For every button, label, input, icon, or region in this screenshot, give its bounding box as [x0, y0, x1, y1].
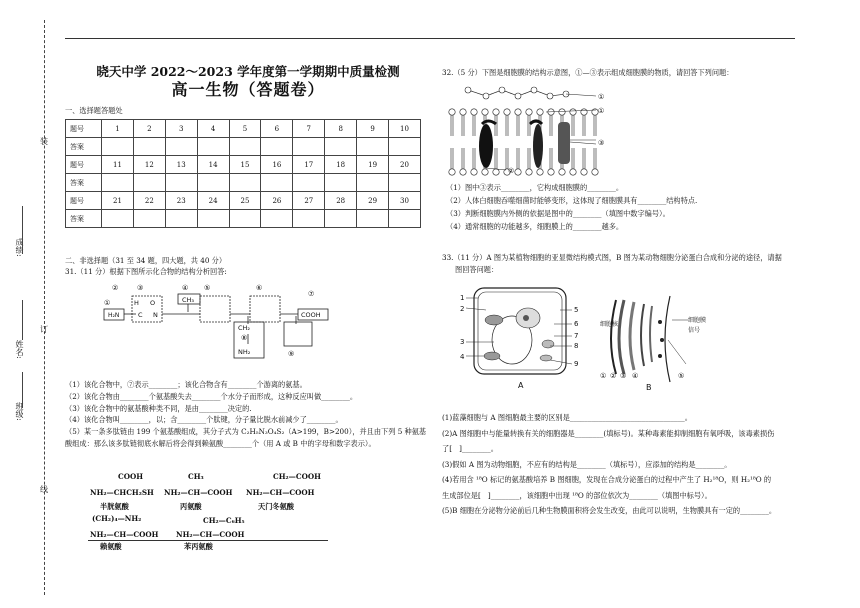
question-number-cell: 24: [197, 192, 229, 210]
answer-cell[interactable]: [261, 210, 293, 228]
answer-cell[interactable]: [165, 174, 197, 192]
q32-question-line[interactable]: （1）图中③表示________，它构成细胞膜的________。: [446, 183, 624, 192]
binding-score-label: 成绩:: [15, 238, 24, 257]
phospholipid-head: [526, 169, 532, 175]
cell-a-num-8: 8: [574, 342, 579, 350]
phospholipid-head: [592, 169, 598, 175]
question-number-cell: 11: [102, 156, 134, 174]
answer-cell[interactable]: [165, 210, 197, 228]
phospholipid-head: [581, 109, 587, 115]
question-number-cell: 6: [261, 120, 293, 138]
atom-o1: O: [150, 299, 156, 307]
question-number-cell: 17: [293, 156, 325, 174]
path-b-3: ③: [620, 372, 627, 380]
cys-main: NH₂—CHCH₂SH: [90, 488, 154, 497]
q33-question-line[interactable]: (1)蓝藻细胞与 A 图细胞最主要的区别是________________________________。: [442, 413, 692, 422]
q33-question-line[interactable]: 生成部位是[ ]________，该细胞中出现 ¹⁸O 的部位依次为________（填图中标号）。: [442, 490, 712, 500]
path-b-1: ①: [600, 372, 607, 380]
answer-cell[interactable]: [102, 210, 134, 228]
phospholipid-head: [493, 109, 499, 115]
answer-table-number-row: [66, 192, 421, 210]
answer-table-number-row: [66, 156, 421, 174]
cell-a-num-1: 1: [460, 294, 465, 302]
cell-membrane-diagram: [446, 82, 616, 178]
q33-stem-line2: 图回答问题：: [455, 265, 499, 274]
answer-cell[interactable]: [293, 138, 325, 156]
row-label-answer: 答案: [66, 210, 102, 228]
answer-cell[interactable]: [102, 174, 134, 192]
q33-question-line[interactable]: (2)A 图细胞中与能量转换有关的细胞器是________(填标号)。某种毒素能抑制细胞有氧呼吸，该毒素损伤: [442, 428, 775, 438]
cell-a-num-2: 2: [460, 305, 465, 313]
label-membrane: 细胞膜: [688, 317, 707, 324]
question-number-cell: 13: [165, 156, 197, 174]
phospholipid-head: [515, 169, 521, 175]
path-b-2: ②: [610, 372, 617, 380]
section2-title: 二、非选择题（31 至 34 题，四大题，共 40 分）: [65, 256, 227, 265]
protein-left: [479, 124, 493, 168]
peptide-structure-diagram: [98, 282, 338, 360]
q33-stem-line1: 33.（11 分）A 图为某植物细胞的亚显微结构模式图，B 图为某动物细胞分泌蛋白合成和分泌的途径，请据: [442, 253, 782, 262]
cell-a-num-9: 9: [574, 360, 579, 368]
score-line: [22, 206, 23, 254]
question-number-cell: 25: [229, 192, 261, 210]
q33-question-line[interactable]: 了[ ]________。: [442, 444, 498, 453]
answer-cell[interactable]: [357, 174, 389, 192]
label-3: ③: [137, 284, 144, 292]
answer-cell[interactable]: [325, 210, 357, 228]
phospholipid-head: [504, 109, 510, 115]
phospholipid-head: [482, 169, 488, 175]
cell-a-num-3: 3: [460, 338, 465, 346]
carboxyl-group: COOH: [301, 311, 321, 319]
answer-cell[interactable]: [293, 174, 325, 192]
atom-h1: H: [134, 299, 139, 307]
answer-table-number-row: [66, 120, 421, 138]
answer-table-answer-row: [66, 138, 421, 156]
lysine-label: 赖氨酸: [100, 542, 122, 551]
path-b-5: ⑤: [678, 372, 685, 380]
answer-cell[interactable]: [133, 138, 165, 156]
question-number-cell: 5: [229, 120, 261, 138]
question-number-cell: 28: [325, 192, 357, 210]
phospholipid-head: [537, 109, 543, 115]
ch2-group: CH₂: [238, 324, 251, 332]
question-number-cell: 16: [261, 156, 293, 174]
phospholipid-head: [482, 109, 488, 115]
cell-a-num-6: 6: [574, 320, 579, 328]
answer-table: [65, 119, 421, 228]
protein-middle: [533, 124, 543, 168]
answer-cell[interactable]: [197, 210, 229, 228]
amino-group: H₂N: [108, 312, 120, 319]
answer-cell[interactable]: [261, 138, 293, 156]
answer-cell[interactable]: [197, 174, 229, 192]
answer-cell[interactable]: [325, 138, 357, 156]
question-number-cell: 4: [197, 120, 229, 138]
asp-side: CH₂—COOH: [273, 472, 321, 481]
question-number-cell: 8: [325, 120, 357, 138]
answer-table-answer-row: [66, 174, 421, 192]
phospholipid-head: [526, 109, 532, 115]
ch3-group: CH₃: [182, 296, 195, 304]
answer-cell[interactable]: [325, 174, 357, 192]
answer-cell[interactable]: [197, 138, 229, 156]
binding-xian: 线: [40, 485, 48, 494]
question-number-cell: 9: [357, 120, 389, 138]
exam-subtitle: 高一生物（答题卷）: [171, 80, 325, 99]
alanine-label: 丙氨酸: [180, 502, 202, 511]
cell-a-num-7: 7: [574, 332, 579, 340]
phospholipid-head: [449, 169, 455, 175]
question-number-cell: 20: [389, 156, 421, 174]
question-number-cell: 2: [133, 120, 165, 138]
section1-title: 一、选择题答题处: [65, 106, 123, 115]
question-number-cell: 3: [165, 120, 197, 138]
aspartic-label: 天门冬氨酸: [258, 502, 294, 511]
q31-question-line[interactable]: （2）该化合物由________个氨基酸失去________个水分子而形成，这种反应叫做________。: [65, 391, 358, 401]
phospholipid-head: [570, 169, 576, 175]
question-number-cell: 26: [261, 192, 293, 210]
class-line: [22, 372, 23, 408]
q32-question-line[interactable]: （4）通常细胞的功能越多，细胞膜上的________越多。: [446, 222, 624, 231]
binding-name-label: 姓名:: [15, 340, 24, 359]
secretion-pathway-diagram: [598, 292, 708, 392]
question-number-cell: 12: [133, 156, 165, 174]
name-line: [22, 300, 23, 340]
lys-main: NH₂—CH—COOH: [90, 530, 159, 539]
phenylalanine-label: 苯丙氨酸: [184, 542, 213, 551]
row-label-answer: 答案: [66, 138, 102, 156]
label-nucleus: 细胞核: [600, 321, 619, 328]
plant-cell-diagram: [456, 284, 586, 392]
answer-cell[interactable]: [229, 210, 261, 228]
figure-b-label: B: [646, 383, 652, 392]
answer-cell[interactable]: [229, 174, 261, 192]
exam-title: 晓天中学 2022～2023 学年度第一学期期中质量检测: [96, 64, 400, 79]
answer-cell[interactable]: [102, 138, 134, 156]
cys-cooh: COOH: [118, 472, 144, 481]
formula-divider: [88, 540, 328, 541]
ala-ch3: CH₃: [188, 472, 204, 481]
asp-main: NH₂—CH—COOH: [246, 488, 315, 497]
answer-cell[interactable]: [357, 138, 389, 156]
phospholipid-head: [559, 169, 565, 175]
question-number-cell: 22: [133, 192, 165, 210]
phospholipid-head: [537, 169, 543, 175]
cell-a-num-4: 4: [460, 353, 465, 361]
question-number-cell: 10: [389, 120, 421, 138]
phospholipid-head: [471, 169, 477, 175]
binding-class-label: 班级:: [15, 402, 24, 421]
membrane-label-1b: ①: [598, 107, 605, 115]
label-4: ④: [182, 284, 189, 292]
label-7: ⑦: [308, 290, 315, 298]
cell-a-num-5: 5: [574, 306, 579, 314]
question-number-cell: 19: [357, 156, 389, 174]
protein-right: [558, 122, 570, 164]
lys-side: (CH₂)₄—NH₂: [92, 514, 142, 523]
answer-cell[interactable]: [133, 174, 165, 192]
answer-cell[interactable]: [293, 210, 325, 228]
question-number-cell: 30: [389, 192, 421, 210]
q31-question-line[interactable]: （1）该化合物中，⑦表示________；该化合物含有________个游离的氨基。: [65, 380, 307, 389]
phe-side: CH₂—C₆H₅: [203, 516, 245, 525]
phospholipid-head: [548, 169, 554, 175]
q31-question-line[interactable]: （4）该化合物叫________，以；含________个肽键，分子量比脱水前减少了________。: [65, 415, 343, 425]
nh2-side: NH₂: [238, 348, 251, 356]
label-9: ⑨: [288, 350, 295, 358]
answer-cell[interactable]: [133, 210, 165, 228]
label-5: ⑤: [204, 284, 211, 292]
row-label-number: 题号: [66, 192, 102, 210]
question-number-cell: 15: [229, 156, 261, 174]
binding-ding: 订: [40, 325, 48, 334]
binding-margin: [0, 0, 60, 608]
answer-cell[interactable]: [165, 138, 197, 156]
phospholipid-head: [460, 169, 466, 175]
atom-n1: N: [153, 311, 158, 319]
label-signal: 信号: [688, 327, 701, 334]
figure-a-label: A: [518, 381, 524, 390]
ala-main: NH₂—CH—COOH: [164, 488, 233, 497]
question-number-cell: 14: [197, 156, 229, 174]
answer-cell[interactable]: [389, 138, 421, 156]
phospholipid-head: [471, 109, 477, 115]
question-number-cell: 7: [293, 120, 325, 138]
row-label-number: 题号: [66, 156, 102, 174]
question-number-cell: 29: [357, 192, 389, 210]
q32-stem: 32.（5 分）下图是细胞膜的结构示意图，①—③表示组成细胞膜的物质，请回答下列问题：: [442, 68, 734, 77]
q31-question-line[interactable]: 酸组成：那么该多肽链彻底水解后将会得到赖氨酸________个（用 A 或 B 中的字母和数字表示）。: [65, 439, 376, 448]
atom-c1: C: [138, 311, 143, 319]
q33-question-line[interactable]: (4)若用含 ¹⁸O 标记的氨基酸培养 B 图细胞，发现在合成分泌蛋白的过程中产生了 H₂¹⁸O，则 H₂¹⁸O 的: [442, 475, 772, 484]
label-6: ⑥: [256, 284, 263, 292]
phospholipid-head: [559, 109, 565, 115]
binding-dashed-line: [44, 20, 45, 595]
label-2: ②: [112, 284, 119, 292]
cysteine-label: 半胱氨酸: [100, 502, 129, 511]
q32-question-line[interactable]: （3）判断细胞膜内外侧的依据是图中的________（填图中数字编号）。: [446, 209, 670, 218]
top-rule: [65, 38, 795, 39]
membrane-label-3: ③: [598, 139, 605, 147]
question-number-cell: 23: [165, 192, 197, 210]
membrane-label-2: ②: [508, 167, 515, 175]
membrane-label-1: ①: [598, 93, 605, 101]
row-label-answer: 答案: [66, 174, 102, 192]
q31-stem: 31.（11 分）根据下图所示化合物的结构分析回答:: [65, 267, 227, 276]
phospholipid-head: [570, 109, 576, 115]
answer-cell[interactable]: [357, 210, 389, 228]
question-number-cell: 1: [102, 120, 134, 138]
answer-cell[interactable]: [389, 174, 421, 192]
phe-main: NH₂—CH—COOH: [176, 530, 245, 539]
q31-question-line[interactable]: （5）某一条多肽链由 199 个氨基酸组成，其分子式为 C₂H₅N₃O₄S₂（A>199，B>200），并且由下列 5 种氨基: [65, 427, 427, 437]
answer-table-answer-row: [66, 210, 421, 228]
amino-acid-formulas: [88, 472, 328, 554]
answer-cell[interactable]: [389, 210, 421, 228]
q32-question-line[interactable]: （2）人体白细胞吞噬细菌时能够变形，这体现了细胞膜具有________结构特点.: [446, 196, 698, 205]
phospholipid-head: [581, 169, 587, 175]
question-number-cell: 18: [325, 156, 357, 174]
label-8: ⑧: [241, 334, 248, 342]
answer-cell[interactable]: [229, 138, 261, 156]
phospholipid-head: [493, 169, 499, 175]
answer-cell[interactable]: [261, 174, 293, 192]
phospholipid-head: [449, 109, 455, 115]
question-number-cell: 21: [102, 192, 134, 210]
phospholipid-head: [460, 109, 466, 115]
path-b-4: ④: [632, 372, 639, 380]
q31-question-line[interactable]: （3）该化合物中的氨基酸种类不同，是由________决定的.: [65, 403, 252, 413]
row-label-number: 题号: [66, 120, 102, 138]
phospholipid-head: [515, 109, 521, 115]
binding-zhuang: 装: [40, 137, 48, 146]
q33-question-line[interactable]: (5)B 细胞在分泌物分泌前后几种生物膜面积将会发生改变，由此可以说明，生物膜具有一定的________。: [442, 506, 777, 515]
question-number-cell: 27: [293, 192, 325, 210]
q33-question-line[interactable]: (3)假如 A 图为动物细胞，不应有的结构是________（填标号），应添加的结构是________。: [442, 459, 732, 469]
label-1: ①: [104, 299, 111, 307]
